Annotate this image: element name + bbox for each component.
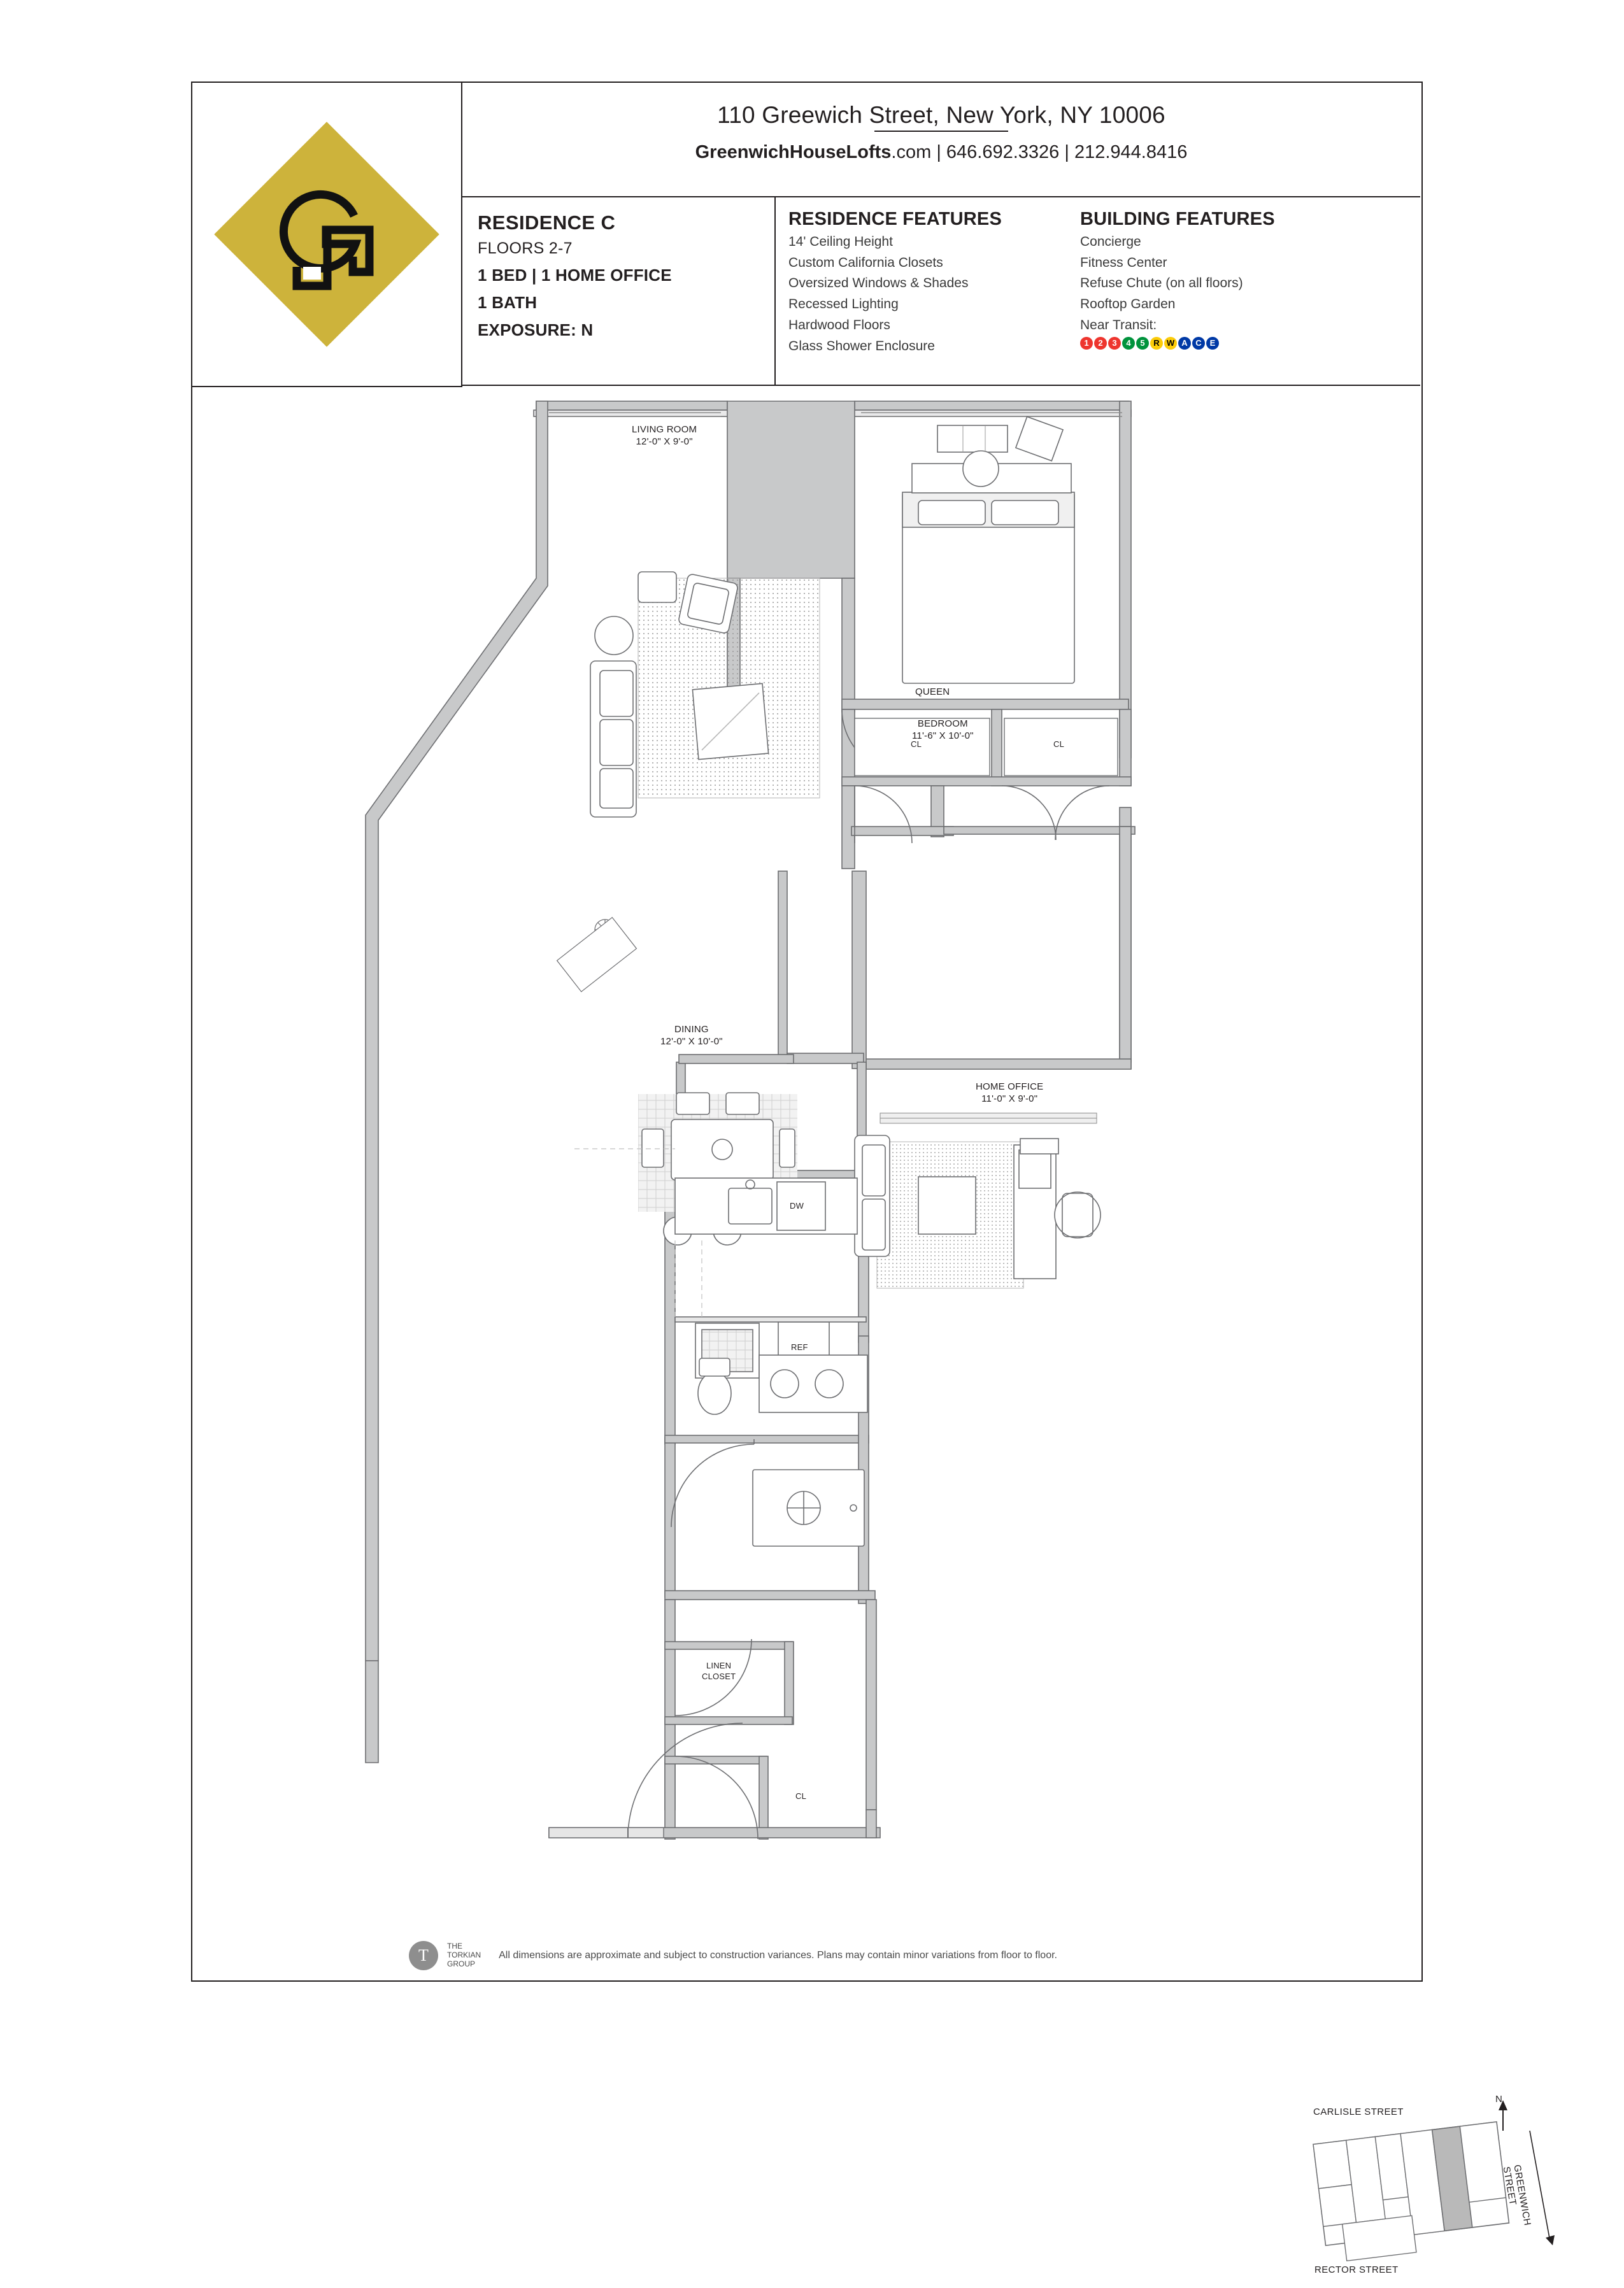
transit-lines [1080,337,1411,350]
transit-bullet-1: 1 [1080,337,1093,350]
residence-feature-item: Recessed Lighting [788,297,899,312]
website-ext[interactable]: .com [891,142,932,162]
building-feature-item: Rooftop Garden [1080,297,1176,312]
features-cell [776,197,1420,386]
building-feature-item: Near Transit: [1080,317,1157,332]
room-label-home-office [976,1081,1043,1105]
key-map [1300,2094,1568,2285]
keymap-street-bottom: RECTOR STREET [1314,2264,1399,2275]
keymap-street-top: CARLISLE STREET [1313,2107,1404,2117]
address-underline [874,131,1008,132]
residence-feature-item: Glass Shower Enclosure [788,338,935,353]
torkian-line1: THE [447,1942,462,1951]
address-cell [462,83,1420,197]
residence-feature-item: Hardwood Floors [788,317,890,332]
residence-feature-item: Oversized Windows & Shades [788,276,969,291]
transit-bullet-4: 4 [1122,337,1135,350]
building-feature-item: Refuse Chute (on all floors) [1080,276,1243,291]
logo-g-icon [247,155,406,314]
dining-name: DINING [674,1024,709,1035]
torkian-logo-icon [409,1941,438,1970]
closet-label-1: CL [911,739,922,749]
transit-bullet-r: R [1150,337,1163,350]
sheet-footer [409,1933,1364,1978]
building-feature-item: Fitness Center [1080,255,1167,270]
residence-feature-item: 14' Ceiling Height [788,234,893,249]
room-label-dining [660,1024,723,1048]
linen-closet-line1: LINEN [706,1661,732,1670]
refrigerator-label: REF [791,1342,808,1352]
transit-bullet-5: 5 [1136,337,1149,350]
home-office-name: HOME OFFICE [976,1081,1044,1092]
residence-info-cell [462,197,776,386]
room-label-bedroom [912,718,974,743]
bedroom-dims: 11'-6" X 10'-0" [912,730,974,741]
dining-dims: 12'-0" X 10'-0" [660,1035,723,1047]
residence-feature-item: Custom California Closets [788,255,943,270]
residence-baths: 1 BATH [478,293,538,312]
phone-numbers: | 646.692.3326 | 212.944.8416 [936,142,1188,162]
transit-bullet-3: 3 [1108,337,1121,350]
torkian-letter: T [418,1946,429,1965]
linen-closet-label [702,1661,736,1682]
floorplan-vector [192,387,1421,1979]
room-label-living-room [632,424,697,448]
residence-floors: FLOORS 2-7 [478,239,573,257]
closet-label-3: CL [795,1791,807,1801]
torkian-line2: TORKIAN [447,1950,481,1960]
closet-label-2: CL [1053,739,1065,749]
disclaimer-text: All dimensions are approximate and subject to construction variances. Plans may contain minor variations from floor to floor. [499,1950,1057,1961]
residence-features-heading: RESIDENCE FEATURES [788,209,1002,229]
transit-bullet-a: A [1178,337,1191,350]
building-features-heading: BUILDING FEATURES [1080,209,1275,229]
linen-closet-line2: CLOSET [702,1671,736,1681]
website-text[interactable]: GreenwichHouseLofts [695,142,892,162]
contact-line [462,142,1420,163]
transit-bullet-w: W [1164,337,1177,350]
living-room-name: LIVING ROOM [632,424,697,435]
residence-beds: 1 BED | 1 HOME OFFICE [478,266,672,285]
transit-bullet-c: C [1192,337,1205,350]
residence-features-column [788,209,1094,355]
sheet-header [192,83,1421,387]
keymap-north-label: N [1495,2094,1503,2105]
living-room-dims: 12'-0" X 9'-0" [636,436,693,447]
home-office-dims: 11'-0" X 9'-0" [981,1093,1038,1104]
dishwasher-label: DW [790,1201,804,1211]
bed-size-label: QUEEN [915,686,950,697]
logo-cell [192,83,462,387]
bedroom-name: BEDROOM [917,718,968,729]
keymap-street-right: GREENWICH STREET [1500,2164,1533,2227]
building-feature-item: Concierge [1080,234,1141,249]
residence-title: RESIDENCE C [478,211,616,234]
floorplan-drawing [192,387,1533,2275]
building-features-column [1080,209,1411,350]
site-address: 110 Greewich Street, New York, NY 10006 [717,102,1165,128]
key-map-vector [1300,2094,1568,2285]
torkian-brand-text [447,1942,481,1968]
residence-exposure: EXPOSURE: N [478,320,594,339]
floorplan-sheet [191,82,1533,2275]
transit-bullet-2: 2 [1094,337,1107,350]
torkian-line3: GROUP [447,1959,476,1968]
transit-bullet-e: E [1206,337,1219,350]
